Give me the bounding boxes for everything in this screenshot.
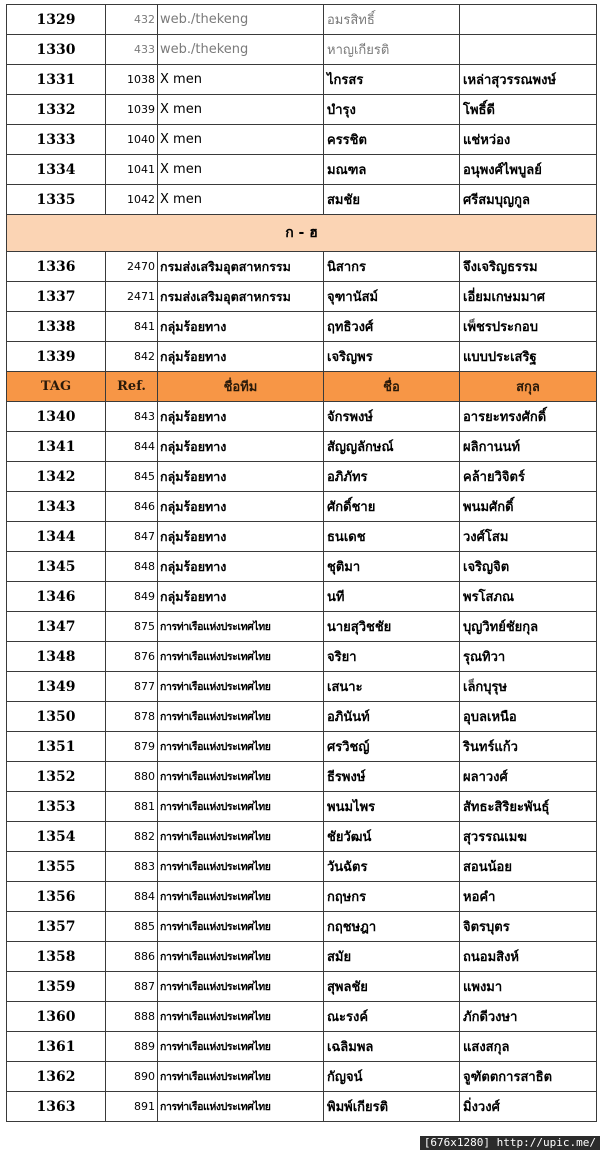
- table-section-bottom: [7, 402, 597, 1122]
- ref-cell: 841: [106, 312, 158, 342]
- surname-cell: แบบประเสริฐ: [460, 342, 597, 372]
- table-row: [7, 642, 597, 672]
- name-cell: สมัย: [324, 942, 460, 972]
- table-row: [7, 282, 597, 312]
- team-cell: กลุ่มร้อยทาง: [158, 522, 324, 552]
- ref-cell: 432: [106, 5, 158, 35]
- tag-cell: 1341: [7, 432, 106, 462]
- name-cell: เจริญพร: [324, 342, 460, 372]
- ref-cell: 842: [106, 342, 158, 372]
- team-cell: X men: [158, 65, 324, 95]
- team-cell: กลุ่มร้อยทาง: [158, 432, 324, 462]
- tag-cell: 1349: [7, 672, 106, 702]
- surname-cell: อารยะทรงศักดิ์: [460, 402, 597, 432]
- tag-cell: 1357: [7, 912, 106, 942]
- table-row: [7, 822, 597, 852]
- tag-cell: 1362: [7, 1062, 106, 1092]
- surname-cell: เอี่ยมเกษมมาศ: [460, 282, 597, 312]
- surname-cell: [460, 35, 597, 65]
- table-row: [7, 252, 597, 282]
- table-row: [7, 552, 597, 582]
- tag-cell: 1338: [7, 312, 106, 342]
- name-cell: ชัยวัฒน์: [324, 822, 460, 852]
- tag-cell: 1331: [7, 65, 106, 95]
- team-cell: การท่าเรือแห่งประเทศไทย: [158, 672, 324, 702]
- table-row: [7, 1002, 597, 1032]
- team-cell: web./thekeng: [158, 35, 324, 65]
- table-row: [7, 402, 597, 432]
- name-cell: พนมไพร: [324, 792, 460, 822]
- ref-cell: 881: [106, 792, 158, 822]
- header-name: ชื่อ: [324, 372, 460, 402]
- ref-cell: 1042: [106, 185, 158, 215]
- name-cell: ศรวิชญ์: [324, 732, 460, 762]
- tag-cell: 1361: [7, 1032, 106, 1062]
- name-cell: นิสากร: [324, 252, 460, 282]
- surname-cell: โพธิ์ดี: [460, 95, 597, 125]
- team-cell: web./thekeng: [158, 5, 324, 35]
- tag-cell: 1337: [7, 282, 106, 312]
- tag-cell: 1347: [7, 612, 106, 642]
- team-cell: กลุ่มร้อยทาง: [158, 402, 324, 432]
- table-row: [7, 942, 597, 972]
- team-cell: กลุ่มร้อยทาง: [158, 462, 324, 492]
- name-cell: เฉลิมพล: [324, 1032, 460, 1062]
- team-cell: กรมส่งเสริมอุตสาหกรรม: [158, 282, 324, 312]
- table-row: [7, 972, 597, 1002]
- surname-cell: รุณทิวา: [460, 642, 597, 672]
- surname-cell: แสงสกุล: [460, 1032, 597, 1062]
- surname-cell: คล้ายวิจิตร์: [460, 462, 597, 492]
- team-cell: การท่าเรือแห่งประเทศไทย: [158, 822, 324, 852]
- tag-cell: 1329: [7, 5, 106, 35]
- name-cell: ครรชิต: [324, 125, 460, 155]
- name-cell: นที: [324, 582, 460, 612]
- surname-cell: จูฑัตตการสาธิต: [460, 1062, 597, 1092]
- table-row: [7, 125, 597, 155]
- surname-cell: เพ็ชรประกอบ: [460, 312, 597, 342]
- team-cell: การท่าเรือแห่งประเทศไทย: [158, 1032, 324, 1062]
- ref-cell: 879: [106, 732, 158, 762]
- name-cell: ศักดิ์ชาย: [324, 492, 460, 522]
- table-row: [7, 1062, 597, 1092]
- table-row: [7, 342, 597, 372]
- name-cell: จริยา: [324, 642, 460, 672]
- header-row: [7, 372, 597, 402]
- ref-cell: 890: [106, 1062, 158, 1092]
- tag-cell: 1340: [7, 402, 106, 432]
- tag-cell: 1354: [7, 822, 106, 852]
- tag-cell: 1360: [7, 1002, 106, 1032]
- ref-cell: 891: [106, 1092, 158, 1122]
- tag-cell: 1356: [7, 882, 106, 912]
- team-cell: กรมส่งเสริมอุตสาหกรรม: [158, 252, 324, 282]
- table-row: [7, 852, 597, 882]
- ref-cell: 1040: [106, 125, 158, 155]
- tag-cell: 1330: [7, 35, 106, 65]
- name-cell: บำรุง: [324, 95, 460, 125]
- tag-cell: 1345: [7, 552, 106, 582]
- ref-cell: 1039: [106, 95, 158, 125]
- name-cell: ณะรงค์: [324, 1002, 460, 1032]
- name-cell: นายสุวิชชัย: [324, 612, 460, 642]
- table-row: [7, 1032, 597, 1062]
- table-row: [7, 612, 597, 642]
- ref-cell: 880: [106, 762, 158, 792]
- name-cell: หาญเกียรติ: [324, 35, 460, 65]
- table-row: [7, 882, 597, 912]
- team-cell: การท่าเรือแห่งประเทศไทย: [158, 852, 324, 882]
- name-cell: กัญจน์: [324, 1062, 460, 1092]
- ref-cell: 433: [106, 35, 158, 65]
- table-row: [7, 1092, 597, 1122]
- surname-cell: เล็กบุรุษ: [460, 672, 597, 702]
- team-cell: กลุ่มร้อยทาง: [158, 312, 324, 342]
- ref-cell: 2470: [106, 252, 158, 282]
- tag-cell: 1333: [7, 125, 106, 155]
- team-cell: X men: [158, 95, 324, 125]
- surname-cell: จิตรบุตร: [460, 912, 597, 942]
- ref-cell: 1041: [106, 155, 158, 185]
- tag-cell: 1353: [7, 792, 106, 822]
- name-cell: กฤชษฎา: [324, 912, 460, 942]
- team-cell: การท่าเรือแห่งประเทศไทย: [158, 642, 324, 672]
- table-row: [7, 492, 597, 522]
- table-row: [7, 522, 597, 552]
- name-cell: สุพลชัย: [324, 972, 460, 1002]
- surname-cell: อนุพงศ์ไพบูลย์: [460, 155, 597, 185]
- team-cell: X men: [158, 125, 324, 155]
- ref-cell: 886: [106, 942, 158, 972]
- ref-cell: 878: [106, 702, 158, 732]
- ref-cell: 2471: [106, 282, 158, 312]
- ref-cell: 849: [106, 582, 158, 612]
- tag-cell: 1351: [7, 732, 106, 762]
- team-cell: การท่าเรือแห่งประเทศไทย: [158, 882, 324, 912]
- table-row: [7, 95, 597, 125]
- surname-cell: สัทธะสิริยะพันธุ์: [460, 792, 597, 822]
- team-cell: X men: [158, 155, 324, 185]
- tag-cell: 1363: [7, 1092, 106, 1122]
- table-row: [7, 582, 597, 612]
- team-cell: การท่าเรือแห่งประเทศไทย: [158, 912, 324, 942]
- ref-cell: 875: [106, 612, 158, 642]
- ref-cell: 889: [106, 1032, 158, 1062]
- surname-cell: สุวรรณเมฆ: [460, 822, 597, 852]
- ref-cell: 882: [106, 822, 158, 852]
- ref-cell: 845: [106, 462, 158, 492]
- team-cell: การท่าเรือแห่งประเทศไทย: [158, 1092, 324, 1122]
- name-cell: เสนาะ: [324, 672, 460, 702]
- ref-cell: 847: [106, 522, 158, 552]
- ref-cell: 844: [106, 432, 158, 462]
- team-cell: การท่าเรือแห่งประเทศไทย: [158, 612, 324, 642]
- tag-cell: 1334: [7, 155, 106, 185]
- surname-cell: ภักดีวงษา: [460, 1002, 597, 1032]
- team-cell: X men: [158, 185, 324, 215]
- team-cell: การท่าเรือแห่งประเทศไทย: [158, 942, 324, 972]
- team-cell: การท่าเรือแห่งประเทศไทย: [158, 762, 324, 792]
- team-cell: กลุ่มร้อยทาง: [158, 582, 324, 612]
- team-cell: กลุ่มร้อยทาง: [158, 492, 324, 522]
- header-ref: Ref.: [106, 372, 158, 402]
- ref-cell: 888: [106, 1002, 158, 1032]
- ref-cell: 887: [106, 972, 158, 1002]
- team-cell: การท่าเรือแห่งประเทศไทย: [158, 1002, 324, 1032]
- ref-cell: 848: [106, 552, 158, 582]
- surname-cell: พรโสภณ: [460, 582, 597, 612]
- surname-cell: อุบลเหนือ: [460, 702, 597, 732]
- table-row: [7, 5, 597, 35]
- surname-cell: [460, 5, 597, 35]
- surname-cell: แช่หว่อง: [460, 125, 597, 155]
- header-surname: สกุล: [460, 372, 597, 402]
- header-tag: TAG: [7, 372, 106, 402]
- surname-cell: บุญวิทย์ชัยกุล: [460, 612, 597, 642]
- section-row: [7, 215, 597, 252]
- header-team: ชื่อทีม: [158, 372, 324, 402]
- team-cell: กลุ่มร้อยทาง: [158, 342, 324, 372]
- ref-cell: 846: [106, 492, 158, 522]
- name-cell: ฤทธิวงศ์: [324, 312, 460, 342]
- table-row: [7, 35, 597, 65]
- watermark: [676x1280] http://upic.me/: [420, 1136, 600, 1150]
- name-cell: พิมพ์เกียรติ: [324, 1092, 460, 1122]
- table-row: [7, 462, 597, 492]
- table-section-divider: [7, 215, 597, 252]
- ref-cell: 884: [106, 882, 158, 912]
- tag-cell: 1344: [7, 522, 106, 552]
- surname-cell: หอคำ: [460, 882, 597, 912]
- surname-cell: เจริญจิต: [460, 552, 597, 582]
- name-cell: วันฉัตร: [324, 852, 460, 882]
- team-cell: การท่าเรือแห่งประเทศไทย: [158, 1062, 324, 1092]
- surname-cell: ผลิกานนท์: [460, 432, 597, 462]
- surname-cell: เหล่าสุวรรณพงษ์: [460, 65, 597, 95]
- name-cell: อภินันท์: [324, 702, 460, 732]
- name-cell: ไกรสร: [324, 65, 460, 95]
- name-cell: ธีรพงษ์: [324, 762, 460, 792]
- name-cell: มณฑล: [324, 155, 460, 185]
- tag-cell: 1358: [7, 942, 106, 972]
- table-row: [7, 792, 597, 822]
- table-section-top: [7, 5, 597, 215]
- tag-cell: 1335: [7, 185, 106, 215]
- surname-cell: ถนอมสิงห์: [460, 942, 597, 972]
- table-row: [7, 702, 597, 732]
- surname-cell: รินทร์แก้ว: [460, 732, 597, 762]
- table-row: [7, 762, 597, 792]
- surname-cell: แพงมา: [460, 972, 597, 1002]
- surname-cell: พนมศักดิ์: [460, 492, 597, 522]
- section-label: ก - ฮ: [7, 215, 597, 252]
- table-row: [7, 185, 597, 215]
- table-row: [7, 912, 597, 942]
- table-row: [7, 65, 597, 95]
- table-row: [7, 155, 597, 185]
- surname-cell: ศรีสมบุญกูล: [460, 185, 597, 215]
- ref-cell: 883: [106, 852, 158, 882]
- tag-cell: 1343: [7, 492, 106, 522]
- name-cell: ธนเดช: [324, 522, 460, 552]
- ref-cell: 876: [106, 642, 158, 672]
- tag-cell: 1342: [7, 462, 106, 492]
- surname-cell: ผลาวงศ์: [460, 762, 597, 792]
- team-cell: การท่าเรือแห่งประเทศไทย: [158, 792, 324, 822]
- table-header-group: [7, 372, 597, 402]
- team-cell: การท่าเรือแห่งประเทศไทย: [158, 972, 324, 1002]
- team-cell: กลุ่มร้อยทาง: [158, 552, 324, 582]
- tag-cell: 1346: [7, 582, 106, 612]
- name-cell: กฤษกร: [324, 882, 460, 912]
- name-cell: จุฑานัสม์: [324, 282, 460, 312]
- tag-cell: 1355: [7, 852, 106, 882]
- surname-cell: วงศ์โสม: [460, 522, 597, 552]
- tag-cell: 1359: [7, 972, 106, 1002]
- surname-cell: มิ่งวงศ์: [460, 1092, 597, 1122]
- name-cell: จักรพงษ์: [324, 402, 460, 432]
- tag-cell: 1352: [7, 762, 106, 792]
- name-cell: สมชัย: [324, 185, 460, 215]
- tag-cell: 1339: [7, 342, 106, 372]
- tag-cell: 1350: [7, 702, 106, 732]
- participant-table: [6, 4, 597, 1122]
- name-cell: ชุติมา: [324, 552, 460, 582]
- ref-cell: 885: [106, 912, 158, 942]
- ref-cell: 843: [106, 402, 158, 432]
- tag-cell: 1348: [7, 642, 106, 672]
- surname-cell: สอนน้อย: [460, 852, 597, 882]
- name-cell: อมรสิทธิ์: [324, 5, 460, 35]
- tag-cell: 1336: [7, 252, 106, 282]
- surname-cell: จึงเจริญธรรม: [460, 252, 597, 282]
- ref-cell: 1038: [106, 65, 158, 95]
- table-row: [7, 732, 597, 762]
- table-row: [7, 312, 597, 342]
- team-cell: การท่าเรือแห่งประเทศไทย: [158, 702, 324, 732]
- name-cell: อภิภัทร: [324, 462, 460, 492]
- table-row: [7, 432, 597, 462]
- table-section-mid: [7, 252, 597, 372]
- name-cell: สัญญลักษณ์: [324, 432, 460, 462]
- table-row: [7, 672, 597, 702]
- tag-cell: 1332: [7, 95, 106, 125]
- ref-cell: 877: [106, 672, 158, 702]
- team-cell: การท่าเรือแห่งประเทศไทย: [158, 732, 324, 762]
